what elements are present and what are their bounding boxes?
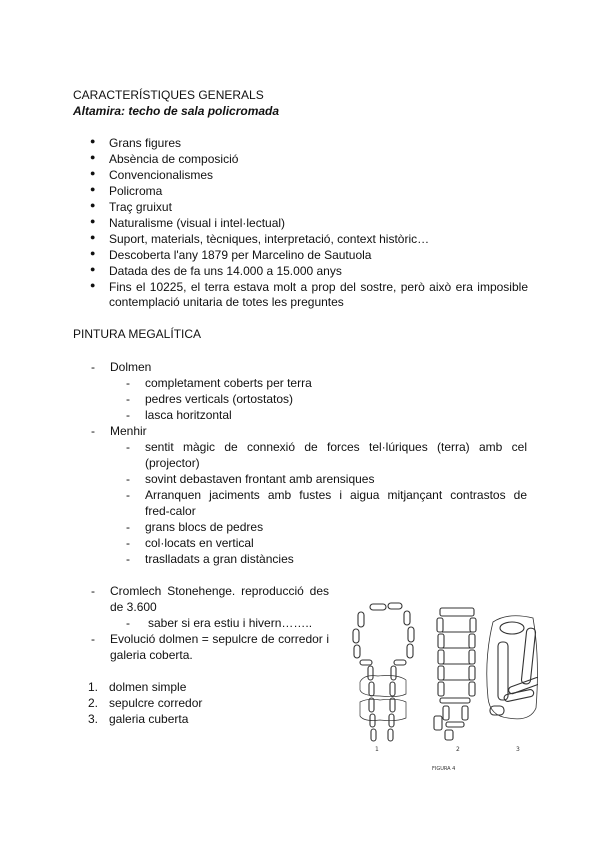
list-item-continuation: (projector)	[145, 456, 200, 470]
list-item: - saber si era estiu i hivern……..	[126, 616, 313, 630]
figure-caption: FIGURA 4	[432, 766, 456, 772]
figure-label-1: 1	[375, 746, 379, 753]
general-heading: CARACTERÍSTIQUES GENERALS	[73, 88, 264, 102]
list-item-continuation: contemplació unitaria de totes les preguntes	[109, 295, 344, 309]
list-item-continuation: de 3.600	[110, 600, 157, 614]
altamira-subtitle: Altamira: techo de sala policromada	[73, 104, 280, 118]
list-item-continuation: galeria coberta.	[110, 648, 193, 662]
figure-label-2: 2	[456, 746, 460, 753]
list-item-continuation: fred-calor	[145, 504, 196, 518]
document-page: CARACTERÍSTIQUES GENERALS Altamira: techo de sala policromada Grans figures Absència de composició Convencionalismes Policroma Traç gruixut Naturalisme (visual i intel·lectual) Suport, materials, tècniques, interpretació, context històric… Descoberta l'any 1879 per Marcelino de Sautuola Datada des de fa uns 14.000 a 15.000 anys Fins el 10225, el terra estava molt a prop del sostre, però això era imposible contemplació unitaria de totes les preguntes PINTURA MEGALÍTICA - Dolmen - completament coberts per terra - pedres verticals (ortostatos) - lasca horitzontal - Menhir - sentit màgic de connexió de forces tel·lúriques (terra) amb cel (projector) - sovint debastaven frontant amb arensiques - Arranquen jaciments amb fustes i aigua mitjançant contrastos de fred-calor - grans blocs de pedres - col·locats en vertical - traslladats a gran distàncies - Cromlech Stonehenge. reproducció des de 3.600 - saber si era estiu i hivern…….. - Evolució dolmen = sepulcre de corredor i galeria coberta. 1. dolmen simple 2. sepulcre corredor 3. galeria cuberta 1 2 3 FIGURA 4	[0, 0, 600, 848]
megalithic-heading: PINTURA MEGALÍTICA	[73, 327, 202, 341]
plan-1-drawing	[353, 603, 414, 741]
dolmen-plans-figure	[348, 598, 538, 778]
figure-label-3: 3	[516, 746, 520, 753]
plan-3-drawing	[487, 616, 538, 719]
plan-2-drawing	[434, 608, 476, 740]
